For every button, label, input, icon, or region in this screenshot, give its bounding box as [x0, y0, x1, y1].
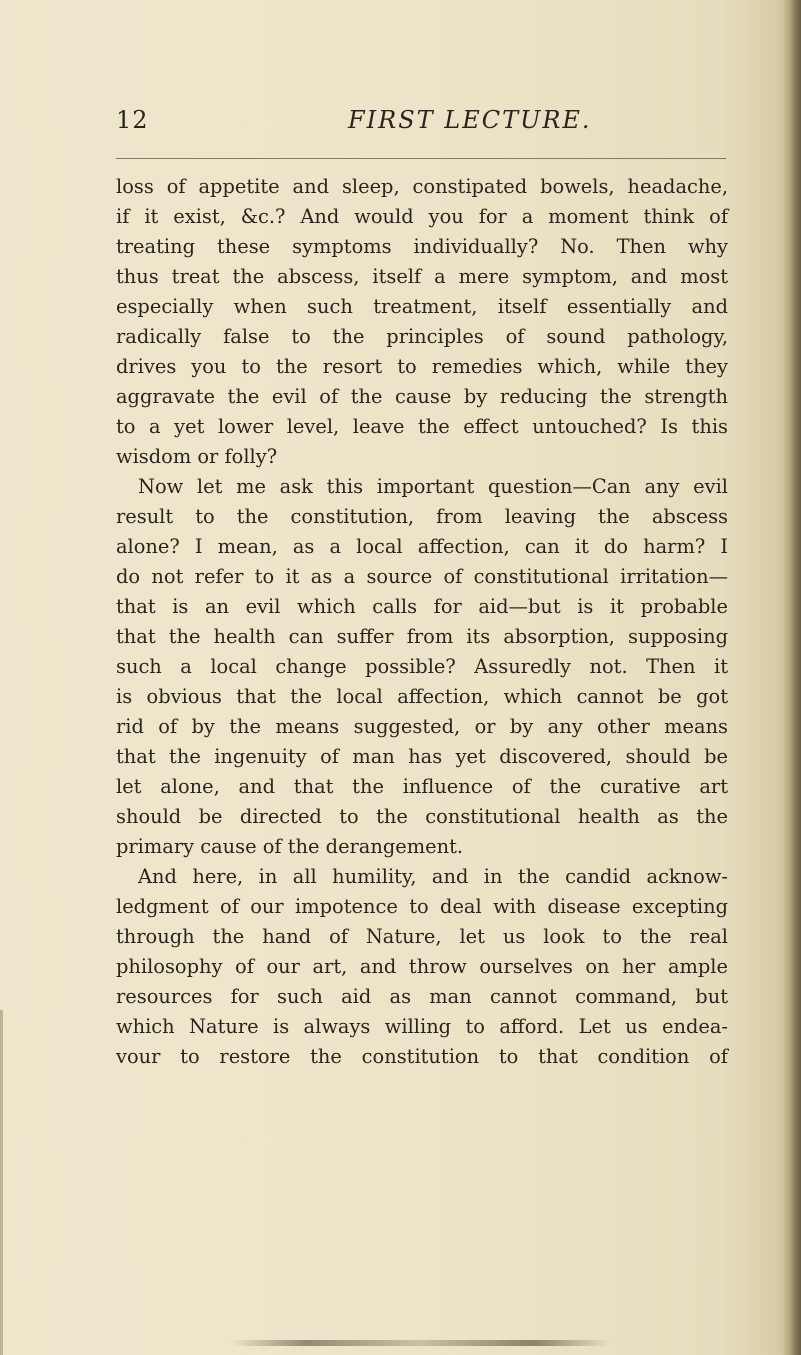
text-line: to a yet lower level, leave the effect untouched? Is this: [116, 415, 728, 438]
page-number: 12: [116, 106, 149, 134]
text-line: philosophy of our art, and throw ourselves on her ample: [116, 955, 728, 978]
text-line: that the ingenuity of man has yet discovered, should be: [116, 745, 728, 768]
body-text: [116, 172, 728, 1072]
text-line: that the health can suffer from its absorption, supposing: [116, 625, 728, 648]
text-line: especially when such treatment, itself essentially and: [116, 295, 728, 318]
text-line: vour to restore the constitution to that condition of: [116, 1045, 728, 1068]
left-margin-mark: [0, 1010, 3, 1355]
text-line: such a local change possible? Assuredly not. Then it: [116, 655, 728, 678]
text-line: radically false to the principles of sound pathology,: [116, 325, 728, 348]
running-head: FIRST LECTURE.: [348, 106, 592, 134]
bottom-edge-smudge: [230, 1340, 610, 1346]
text-line: ledgment of our impotence to deal with disease excepting: [116, 895, 728, 918]
text-line: do not refer to it as a source of constitutional irritation—: [116, 565, 728, 588]
text-line: drives you to the resort to remedies which, while they: [116, 355, 728, 378]
text-line: is obvious that the local affection, which cannot be got: [116, 685, 728, 708]
text-line: resources for such aid as man cannot command, but: [116, 985, 728, 1008]
text-line: primary cause of the derangement.: [116, 835, 464, 858]
text-line: alone? I mean, as a local affection, can it do harm? I: [116, 535, 728, 558]
text-line: rid of by the means suggested, or by any other means: [116, 715, 728, 738]
text-line: should be directed to the constitutional health as the: [116, 805, 728, 828]
text-line: that is an evil which calls for aid—but is it probable: [116, 595, 728, 618]
text-line: aggravate the evil of the cause by reducing the strength: [116, 385, 728, 408]
text-line: wisdom or folly?: [116, 445, 278, 468]
text-line: which Nature is always willing to afford. Let us endea-: [116, 1015, 728, 1038]
text-line: treating these symptoms individually? No. Then why: [116, 235, 728, 258]
text-line: And here, in all humility, and in the candid acknow-: [138, 865, 728, 888]
text-line: Now let me ask this important question—Can any evil: [138, 475, 728, 498]
page-header: [116, 106, 726, 140]
text-line: let alone, and that the influence of the curative art: [116, 775, 728, 798]
text-line: result to the constitution, from leaving the abscess: [116, 505, 728, 528]
text-line: through the hand of Nature, let us look to the real: [116, 925, 728, 948]
page-edge-shadow: [783, 0, 801, 1355]
text-line: thus treat the abscess, itself a mere symptom, and most: [116, 265, 728, 288]
text-line: loss of appetite and sleep, constipated bowels, headache,: [116, 175, 728, 198]
header-rule: [116, 158, 726, 159]
text-line: if it exist, &c.? And would you for a moment think of: [116, 205, 728, 228]
